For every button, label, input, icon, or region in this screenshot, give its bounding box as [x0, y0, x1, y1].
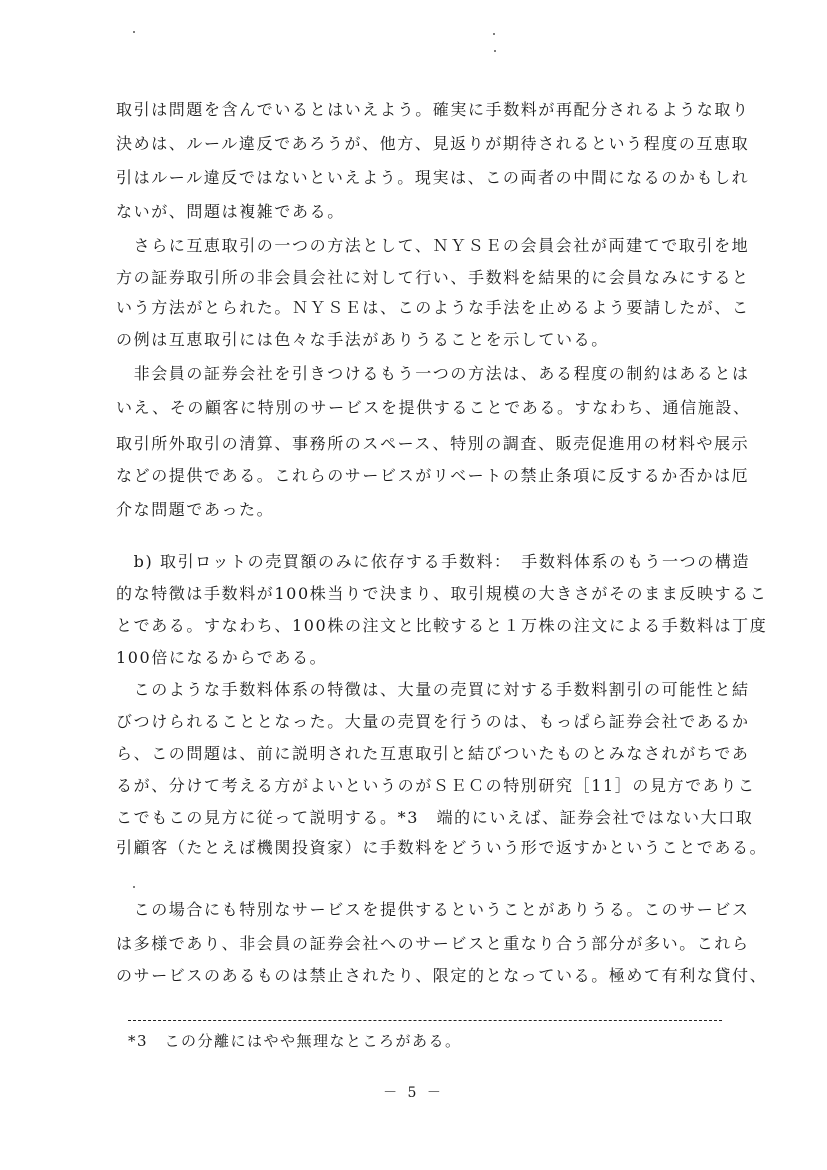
page-number: － 5 －	[383, 1085, 444, 1101]
body-line: とである。すなわち、100株の注文と比較すると１万株の注文による手数料は丁度	[116, 616, 768, 635]
body-line: いう方法がとられた。ＮＹＳＥは、このような手法を止めるよう要請したが、こ	[116, 298, 750, 317]
body-line: このような手数料体系の特徴は、大量の売買に対する手数料割引の可能性と結	[116, 680, 750, 699]
body-line: は多様であり、非会員の証券会社へのサービスと重なり合う部分が多い。これら	[116, 934, 750, 953]
body-line: びつけられることとなった。大量の売買を行うのは、もっぱら証券会社であるか	[116, 712, 750, 731]
scan-speck	[493, 33, 495, 35]
body-line: この場合にも特別なサービスを提供するということがありうる。このサービス	[116, 900, 750, 919]
body-line: 介な問題であった。	[116, 500, 275, 519]
body-line: 的な特徴は手数料が100株当りで決まり、取引規模の大きさがそのまま反映するこ	[116, 584, 768, 603]
body-line: 方の証券取引所の非会員会社に対して行い、手数料を結果的に会員なみにすると	[116, 268, 750, 287]
body-line: 引はルール違反ではないといえよう。現実は、この両者の中間になるのかもしれ	[116, 168, 750, 187]
body-line: 取引は問題を含んでいるとはいえよう。確実に手数料が再配分されるような取り	[116, 100, 750, 119]
body-line: ないが、問題は複雑である。	[116, 202, 345, 221]
body-line: 引顧客（たとえば機関投資家）に手数料をどういう形で返すかということである。	[116, 838, 768, 857]
body-line: などの提供である。これらのサービスがリベートの禁止条項に反するか否かは厄	[116, 466, 750, 485]
scan-speck	[133, 31, 135, 33]
body-line: さらに互恵取引の一つの方法として、ＮＹＳＥの会員会社が両建てで取引を地	[116, 236, 750, 255]
body-line: のサービスのあるものは禁止されたり、限定的となっている。極めて有利な貸付、	[116, 966, 768, 985]
body-line: の例は互恵取引には色々な手法がありうることを示している。	[116, 330, 609, 349]
footnote-divider	[128, 1020, 722, 1021]
body-line: b) 取引ロットの売買額のみに依存する手数料： 手数料体系のもう一つの構造	[116, 552, 751, 571]
scan-speck	[494, 50, 496, 52]
body-line: 100倍になるからである。	[116, 648, 328, 667]
body-line: いえ、その顧客に特別のサービスを提供することである。すなわち、通信施設、	[116, 398, 751, 417]
body-line: 取引所外取引の清算、事務所のスペース、特別の調査、販売促進用の材料や展示	[116, 434, 750, 453]
body-line: ら、この問題は、前に説明された互恵取引と結びついたものとみなされがちであ	[116, 744, 750, 763]
body-line: こでもこの見方に従って説明する。*3 端的にいえば、証券会社ではない大口取	[116, 808, 754, 827]
body-line: 決めは、ルール違反であろうが、他方、見返りが期待されるという程度の互恵取	[116, 134, 750, 153]
scan-speck	[133, 886, 135, 888]
footnote: *3 この分離にはやや無理なところがある。	[128, 1032, 462, 1050]
body-line: るが、分けて考える方がよいというのがＳＥＣの特別研究［11］の見方でありこ	[116, 776, 756, 795]
body-line: 非会員の証券会社を引きつけるもう一つの方法は、ある程度の制約はあるとは	[116, 364, 750, 383]
